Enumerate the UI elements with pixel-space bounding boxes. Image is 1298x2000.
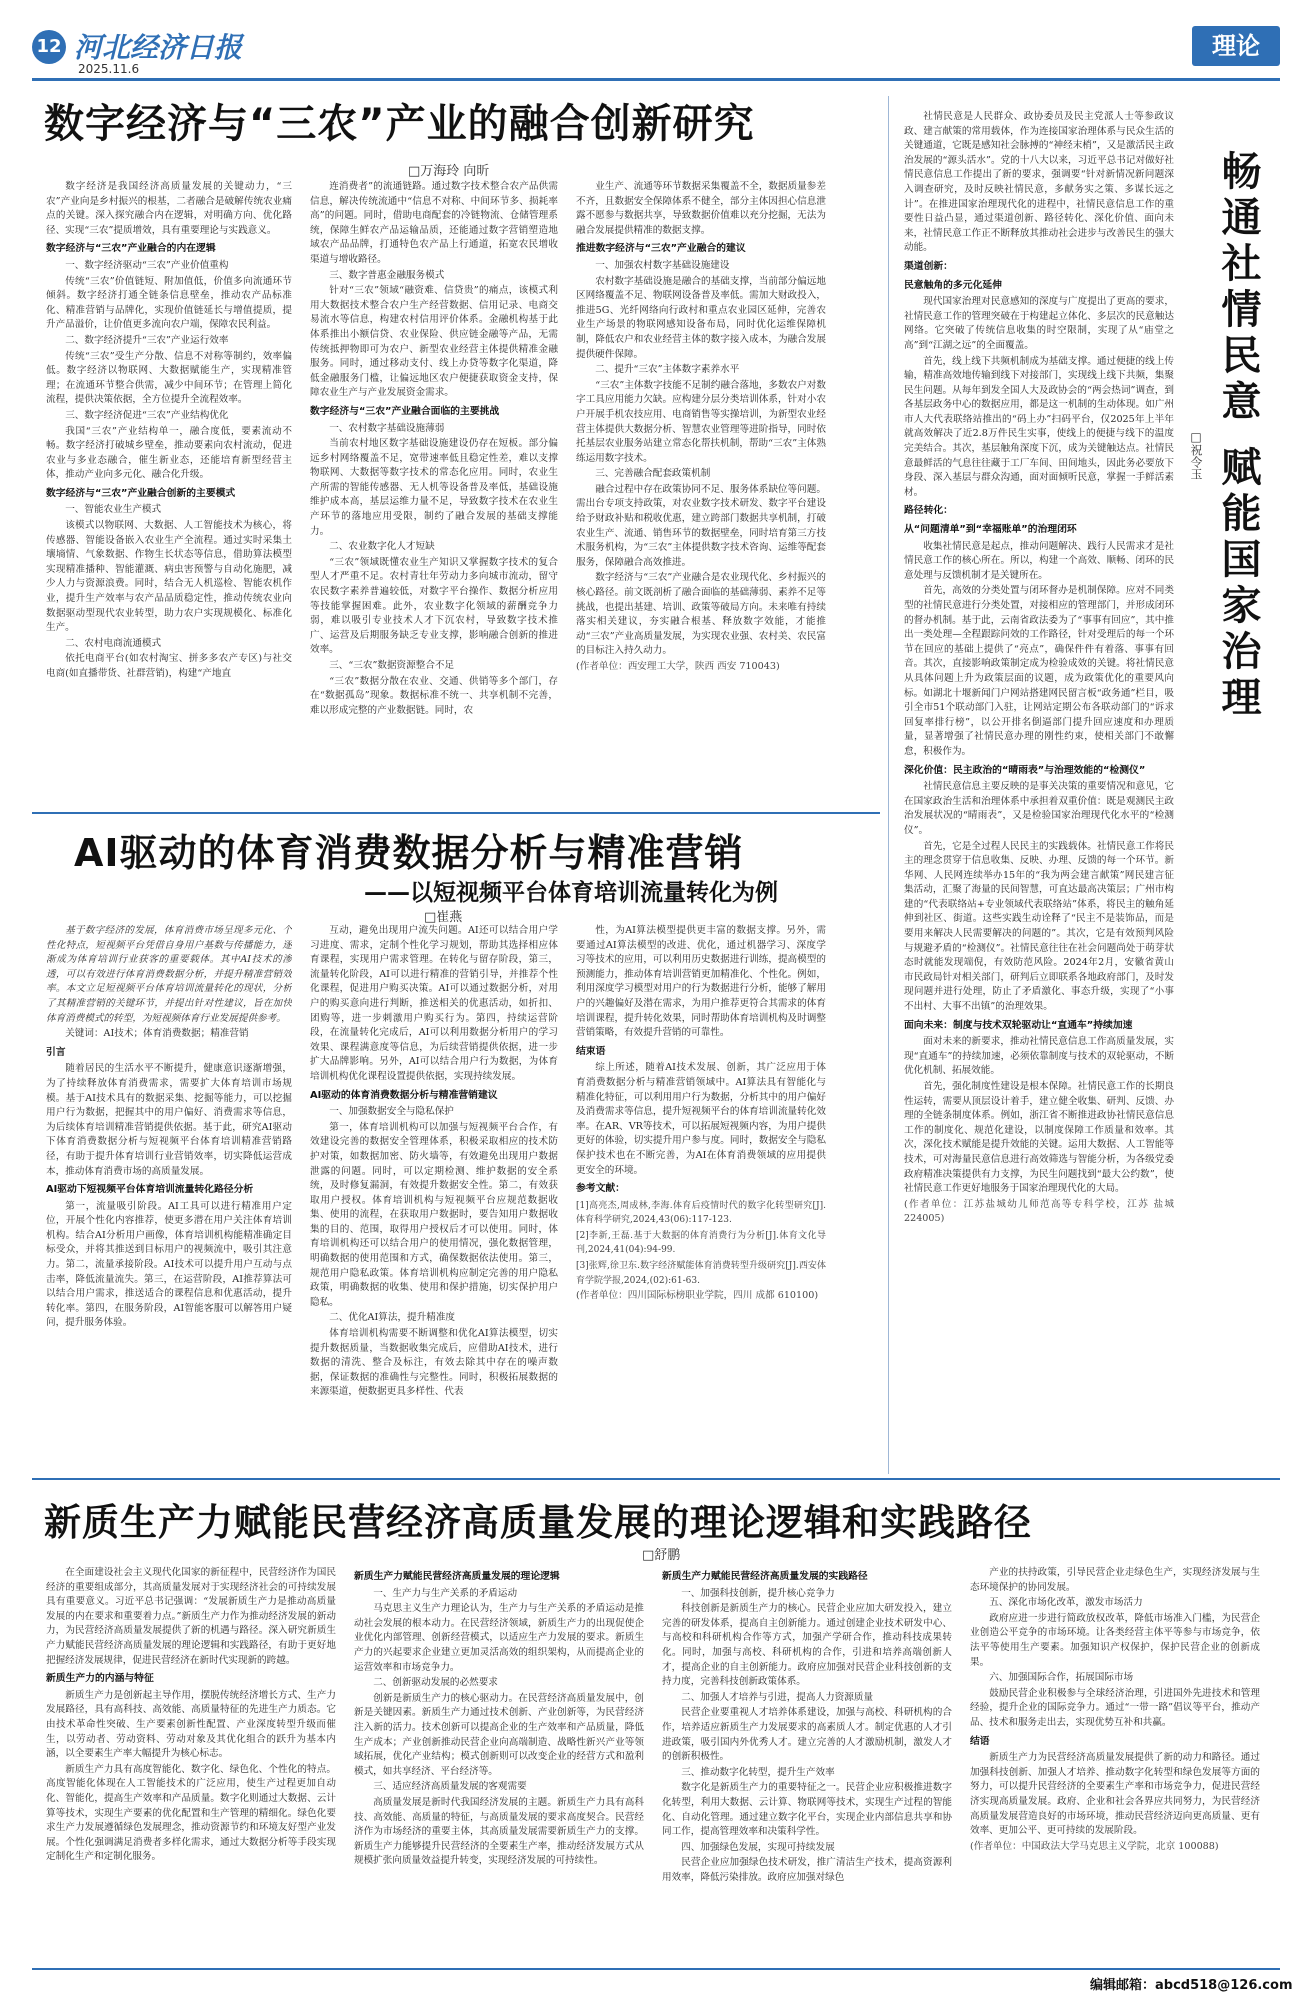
article2-subheading: 参考文献：: [576, 1183, 625, 1195]
article1-paragraph: 针对“三农”领域“融资难、信贷贵”的痛点，该模式利用大数据技术整合农户生产经营数据、信用记录、电商交易流水等信息，构建农村信用评价体系。金融机构基于此体系推出小额信贷、农业保险、供应链金融等产品，无需传统抵押物即可为农户、新型农业经营主体提供精准金融服务。同时，通过移动支付、线上办贷等数字化渠道，降低金融服务门槛，让偏远地区农户便捷获取资金支持，保障农业生产与产业发展资金需求。: [310, 285, 558, 399]
article1-paragraph: 业生产、流通等环节数据采集覆盖不全，数据质量参差不齐，且数据安全保障体系不健全，部分主体因担心信息泄露不愿参与数据共享，导致数据价值难以充分挖掘，无法为融合发展提供精准的数据支撑。: [576, 181, 826, 236]
article1-paragraph: 三、完善融合配套政策机制: [595, 468, 711, 480]
article2-subtitle: ——以短视频平台体育培训流量转化为例: [364, 880, 778, 906]
article1-subheading: 数字经济与“三农”产业融合创新的主要模式: [46, 487, 236, 499]
article1-paragraph: 二、农村电商流通模式: [65, 637, 162, 649]
article1-paragraph: 融合过程中存在政策协同不足、服务体系缺位等问题。需出台专项支持政策，对农业数字技术研发、数字平台建设给予财政补贴和税收优惠，建立跨部门数据共享机制，打破农业生产、流通、销售环节的数据壁垒，同时培育第三方技术服务机构，为“三农”主体提供数字技术咨询、运维等配套服务，保障融合高效推进。: [576, 483, 826, 568]
side-article-paragraph: (作者单位：江苏盐城幼儿师范高等专科学校，江苏 盐城 224005): [904, 1198, 1174, 1225]
side-article-body: [904, 110, 1174, 1470]
article3-column-2: [354, 1566, 644, 1964]
article1-paragraph: 农村数字基础设施是融合的基础支撑，当前部分偏远地区网络覆盖不足、物联网设备普及率低。需加大财政投入，推进5G、光纤网络向行政村和重点农业园区延伸，完善农业生产场景的物联网感知设备布局，同时优化运维保障机制，降低农户和农业经营主体的数字接入成本，为融合发展提供硬件保障。: [576, 275, 826, 360]
article2-paragraph: 随着居民的生活水平不断提升，健康意识逐渐增强，为了持续释放体育消费需求，需要扩大体育培训市场规模。基于AI技术具有的数据采集、挖掘等能力，可以挖掘用户行为数据，把握其中的用户偏好、消费需求等信息，为后续体育培训精准营销提供依据。基于此，研究AI驱动下体育消费数据分析与短视频平台体育培训精准营销路径，有助于提升体育培训行业营销效率，切实降低运营成本，推动体育消费市场的高质量发展。: [46, 1063, 292, 1177]
article1-byline: □万海玲 向昕: [408, 164, 490, 179]
article1-paragraph: “三农”领域既懂农业生产知识又掌握数字技术的复合型人才严重不足。农村青壮年劳动力多向城市流动，留守农民数字素养普遍较低，对数字平台操作、数据分析应用等技能掌握困难。此外，农业数字化领域的薪酬竞争力弱，难以吸引专业技术人才下沉农村，导致数字技术推广、运营及后期服务缺乏专业支撑，影响融合创新的推进效率。: [310, 556, 558, 656]
side-article-paragraph: 收集社情民意是起点，推动问题解决、践行人民需求才是社情民意工作的核心所在。所以，构建一个高效、顺畅、闭环的民意处理与反馈机制才是关键所在。: [904, 540, 1174, 581]
article2-paragraph: (作者单位：四川国际标榜职业学院，四川 成都 610100): [576, 1290, 819, 1302]
article2-paragraph: 第一，体育培训机构可以加强与短视频平台合作，有效建设完善的数据安全管理体系，积极采取相应的技术防护对策，如数据加密、防火墙等，有效避免出现用户数据泄露的问题。同时，可以定期检测、维护数据的安全系统，及时修复漏洞，有效提升数据安全性。第二，有效获取用户授权。体育培训机构与短视频平台应规范数据收集、使用的流程，在获取用户数据时，要告知用户数据收集的目的、范围，取得用户授权后才可以使用。同时，体育培训机构还可以结合用户的使用情况，强化数据管理，明确数据的使用范围和方式，确保数据依法使用。第三，规范用户隐私政策。体育培训机构应制定完善的用户隐私政策，明确数据的收集、使用和保护措施，切实保护用户隐私。: [310, 1121, 558, 1308]
article1-paragraph: (作者单位：西安理工大学，陕西 西安 710043): [576, 661, 780, 672]
article2-subheading: 结束语: [576, 1045, 606, 1057]
article3-paragraph: 民营企业应加强绿色技术研发，推广清洁生产技术，提高资源利用效率，降低污染排放。政府应加强对绿色: [662, 1857, 952, 1883]
footer-rule: [32, 1968, 1280, 1970]
article3-subheading: 新质生产力赋能民营经济高质量发展的理论逻辑: [354, 1571, 560, 1582]
side-article-paragraph: 首先，高效的分类处置与闭环督办是机制保障。应对不同类型的社情民意进行分类处置，对接相应的管理部门，并形成闭环的督办机制。基于此，云南省政法委为了“事事有回应”，其中推出一类处理—全程跟踪问效的工作路径，针对受理后的每一个环节在回应的基础上提供了“亮点”，确保件件有着落、事事有回音。其次，直接影响政策制定成为检验成效的关键。将社情民意从具体问题上升为政策层面的议题，成为政策优化的重要风向标。如湖北十堰新闻门户网站搭建网民留言板“政务通”栏目，吸引全市51个联动部门入驻，让网站定期公布各联动部门的“诉求回复率排行榜”，以公开排名倒逼部门提升回应速度和办理质量，显著增强了社情民意办理的刚性约束，使相关部门不敢懈怠，积极作为。: [904, 585, 1174, 757]
article3-column-3: [662, 1566, 952, 1964]
article3-paragraph: 科技创新是新质生产力的核心。民营企业应加大研发投入，建立完善的研发体系，提高自主创新能力。通过创建企业技术研发中心、与高校和科研机构合作等方式，加强产学研合作，推动科技成果转化。同时，加强与高校、科研机构的合作，引进和培养高端创新人才，提高企业的自主创新能力。政府应加强对民营企业科技创新的支持力度，完善科技创新政策体系。: [662, 1603, 952, 1688]
article1-paragraph: 一、加强农村数字基础设施建设: [595, 259, 730, 271]
issue-date: 2025.11.6: [78, 62, 140, 76]
article2-paragraph: [2]李新,王磊.基于大数据的体育消费行为分析[J].体育文化导刊,2024,41(04):94-99.: [576, 1230, 826, 1256]
article2-paragraph: 二、优化AI算法，提升精准度: [329, 1312, 456, 1324]
article2-paragraph: 性，为AI算法模型提供更丰富的数据支撑。另外，需要通过AI算法模型的改进、优化，通过机器学习、深度学习等技术的应用，可以利用历史数据进行训练，提高模型的预测能力，推动体育培训营销更加精准化、个性化。例如，利用深度学习模型对用户的行为数据进行分析，能够了解用户的兴趣偏好及潜在需求，为用户推荐更符合其需求的体育培训课程，提升转化效果，同时帮助体育培训机构及时调整营销策略，有效提升营销的可靠性。: [576, 925, 826, 1039]
article1-paragraph: 二、数字经济提升“三农”产业运行效率: [65, 334, 229, 346]
article3-paragraph: 六、加强国际合作，拓展国际市场: [989, 1672, 1134, 1684]
article2-paragraph: 互动，避免出现用户流失问题。AI还可以结合用户学习进度、需求，定制个性化学习规划，帮助其选择相应体育课程，实现用户需求管理。在转化与留存阶段，第三，流量转化阶段，AI可以进行精准的营销引导，并推荐个性化课程，促进用户购买决策。AI可以通过数据分析，对用户的购买意向进行判断，推送相关的优惠活动，如折扣、团购等，进一步刺激用户购买行为。第四，持续运营阶段，在流量转化完成后，AI可以利用数据分析用户的学习效果、课程满意度等信息，为后续营销提供依据，进一步扩大品牌影响。另外，AI可以结合用户行为数据，为体育培训机构优化课程设置提供依据，实现持续发展。: [310, 925, 558, 1082]
side-article-paragraph: 社情民意信息主要反映的是事关决策的重要情况和意见，它在国家政治生活和治理体系中承担着双重价值：既是观测民主政治发展状况的“晴雨表”，又是检验国家治理现代化水平的“检测仪”。: [904, 781, 1174, 836]
article1-paragraph: 数字经济与“三农”产业融合是农业现代化、乡村振兴的核心路径。前文既剖析了融合面临的基础薄弱、素养不足等挑战，也提出基建、培训、政策等破局方向。未来唯有持续落实相关建议，夯实融合根基、释放数字效能，才能推动“三农”产业高质量发展，为实现农业强、农村美、农民富的目标注入持久动力。: [576, 572, 826, 657]
article3-paragraph: 五、深化市场化改革，激发市场活力: [989, 1597, 1143, 1609]
page-number: 12: [36, 36, 62, 57]
side-article-paragraph: 现代国家治理对民意感知的深度与广度提出了更高的要求，社情民意工作的管理突破在于构建起立体化、多层次的民意触达网络。它突破了传统信息收集的时空限制，实现了从“庙堂之高”到“江湖之远”的全面覆盖。: [904, 296, 1174, 351]
article1-column-3: [576, 180, 826, 800]
article2-paragraph: 综上所述，随着AI技术发展、创新，其广泛应用于体育消费数据分析与精准营销领域中。AI算法具有智能化与精准化特征，可以利用用户行为数据，分析其中的用户偏好及消费需求等信息，提升短视频平台的体育培训流量转化效率。在AR、VR等技术，可以拓展短视频内容，为用户提供更好的体验，切实提升用户参与度。同时，数据安全与隐私保护技术也在不断完善，为AI在体育消费领域的应用提供更安全的环境。: [576, 1062, 826, 1176]
article2-title: AI驱动的体育消费数据分析与精准营销: [74, 831, 744, 875]
article2-paragraph: 关键词：AI技术；体育消费数据；精准营销: [65, 1028, 249, 1040]
article3-paragraph: 一、加强科技创新，提升核心竞争力: [681, 1587, 835, 1599]
side-article-byline: □祝令玉: [1189, 430, 1203, 480]
article3-paragraph: 二、加强人才培养与引进，提高人力资源质量: [681, 1691, 874, 1703]
article3-paragraph: 数字化是新质生产力的重要特征之一。民营企业应积极推进数字化转型，利用大数据、云计算、物联网等技术，实现生产过程的智能化、自动化管理。通过建立数字化平台，实现企业内部信息共享和协同工作，提高管理效率和决策科学性。: [662, 1782, 952, 1838]
article3-paragraph: 创新是新质生产力的核心驱动力。在民营经济高质量发展中，创新是关键因素。新质生产力通过技术创新、产业创新等，为民营经济注入新的活力。技术创新可以提高企业的生产效率和产品质量，降低生产成本；产业创新推动民营企业向高端制造、战略性新兴产业等领域拓展，优化产业结构；模式创新则可以改变企业的经营方式和盈利模式，如共享经济、平台经济等。: [354, 1692, 644, 1777]
article1-subheading: 数字经济与“三农”产业融合的内在逻辑: [46, 243, 216, 255]
article2-top-rule: [32, 812, 880, 814]
side-article-paragraph: 首先，它是全过程人民民主的实践载体。社情民意工作将民主的理念贯穿于信息收集、反映、办理、反馈的每一个环节。新华网、人民网连续举办15年的“我为两会建言献策”网民建言征集活动，汇聚了海量的民间智慧，可直达最高决策层；广州市构建的“代表联络站+专业领域代表联络站”体系，将民主的触角延伸到社区、街道。这些实践生动诠释了“民主不是装饰品，而是要用来解决人民需要解决的问题的”。其次，它是有效预判风险与规避矛盾的“检测仪”。社情民意往往在社会问题尚处于萌芽状态时就能发现端倪，有效防范风险。2024年2月，安徽省黄山市民政局针对相关部门，研判后立即联系各地政府部门，及时发现问题并进行处理，防止了矛盾激化、事态升级，实现了“小事不出村、大事不出镇”的治理效果。: [904, 840, 1174, 1013]
article3-paragraph: 四、加强绿色发展，实现可持续发展: [681, 1841, 835, 1853]
article1-paragraph: “三农”数据分散在农业、交通、供销等多个部门，存在“数据孤岛”现象。数据标准不统一、共享机制不完善，难以形成完整的产业数据链。同时，农: [310, 675, 558, 716]
article2-paragraph: [3]张辉,徐卫东.数字经济赋能体育消费转型升级研究[J].西安体育学院学报,2024,(02):61-63.: [576, 1261, 826, 1286]
editor-email: 编辑邮箱：abcd518@126.com: [1090, 1978, 1293, 1993]
article1-paragraph: 当前农村地区数字基础设施建设仍存在短板。部分偏远乡村网络覆盖不足，宽带速率低且稳定性差，难以支撑物联网、大数据等数字技术的常态化应用。同时，农业生产所需的智能传感器、无人机等设备普及率低，基础设施维护成本高，基层运维力量不足，导致数字技术在农业生产环节的落地应用受限，制约了融合发展的基础支撑能力。: [310, 438, 558, 537]
article2-column-1: [46, 924, 292, 1464]
side-article-subheading: 深化价值：民主政治的“晴雨表”与治理效能的“检测仪”: [904, 764, 1146, 776]
article1-subheading: 推进数字经济与“三农”产业融合的建议: [576, 243, 746, 255]
side-article-paragraph: 面对未来的新要求，推动社情民意信息工作高质量发展，实现“直通车”的持续加速，必须依靠制度与技术的双轮驱动，不断优化机制、拓展效能。: [904, 1036, 1174, 1077]
article3-paragraph: 新质生产力具有高度智能化、数字化、绿色化、个性化的特点。高度智能化体现在人工智能技术的广泛应用，使生产过程更加自动化、智能化，提高生产效率和产品质量。数字化则通过大数据、云计算等技术，实现生产要素的优化配置和生产管理的精细化。绿色化要求生产力发展遵循绿色发展理念，推动资源节约和环境友好型产业发展。个性化强调满足消费者多样化需求，通过大数据分析等手段实现定制化生产和定制化服务。: [46, 1763, 336, 1863]
article1-column-2: [310, 180, 558, 800]
article3-paragraph: 马克思主义生产力理论认为，生产力与生产关系的矛盾运动是推动社会发展的根本动力。在民营经济领域，新质生产力的出现促使企业优化内部管理、创新经营模式，以适应生产力发展的要求。新质生产力的兴起要求企业建立更加灵活高效的组织架构，从而提高企业的运营效率和市场竞争力。: [354, 1603, 644, 1673]
article3-subheading: 结语: [970, 1735, 990, 1747]
side-article-title: 畅通社情民意 赋能国家治理: [1215, 150, 1261, 722]
article3-paragraph: 产业的扶持政策，引导民营企业走绿色生产，实现经济发展与生态环境保护的协同发展。: [970, 1567, 1260, 1593]
article1-title: 数字经济与“三农”产业的融合创新研究: [44, 101, 755, 147]
article3-paragraph: 三、适应经济高质量发展的客观需要: [373, 1781, 527, 1793]
article3-column-4: [970, 1566, 1260, 1964]
article1-paragraph: 三、数字普惠金融服务模式: [329, 269, 445, 281]
article2-subheading: AI驱动下短视频平台体育培训流量转化路径分析: [46, 1184, 254, 1196]
article3-byline: □舒鹏: [642, 1548, 681, 1563]
article1-paragraph: 数字经济是我国经济高质量发展的关键动力，“三农”产业向是乡村振兴的根基，二者融合是破解传统农业痛点的关键。深入探究融合内在逻辑，对明确方向、优化路径、实现“三农”提质增效，具有重要理论与实践意义。: [46, 181, 292, 236]
article1-paragraph: 一、智能农业生产模式: [65, 504, 162, 516]
article1-paragraph: 传统“三农”价值链短、附加值低，价值多向流通环节倾斜。数字经济打通全链条信息壁垒，推动农产品标准化、精准营销与品牌化，实现价值链延长与增值提质，提升产品溢价，让价值更多流向农户端，保障农民利益。: [46, 275, 292, 331]
article3-paragraph: 在全面建设社会主义现代化国家的新征程中，民营经济作为国民经济的重要组成部分，其高质量发展对于实现经济社会的可持续发展具有重要意义。习近平总书记强调：“发展新质生产力是推动高质量发展的内在要求和重要着力点。”新质生产力作为推动经济发展的新动力，为民营经济高质量发展提供了新的机遇与路径。深入研究新质生产力赋能民营经济高质量发展的理论逻辑和实践路径，有助于更好地把握经济发展规律，促进民营经济在新时代实现新的跨越。: [46, 1567, 336, 1666]
article3-paragraph: 新质生产力是创新起主导作用，摆脱传统经济增长方式、生产力发展路径，具有高科技、高效能、高质量特征的先进生产力质态。它由技术革命性突破、生产要素创新性配置、产业深度转型升级而催生，以劳动者、劳动资料、劳动对象及其优化组合的跃升为基本内涵，以全要素生产率大幅提升为核心标志。: [46, 1689, 336, 1760]
side-article-paragraph: 社情民意是人民群众、政协委员及民主党派人士等参政议政、建言献策的常用载体，作为连接国家治理体系与民众生活的关键通道，它既是感知社会脉搏的“神经末梢”，又是激活民主政治发展的“源头活水”。党的十八大以来，习近平总书记对做好社情民意信息工作提出了新的要求，强调要“针对新情况新问题深入调查研究，及时反映社情民意，多献务实之策、多谋长远之计”。在推进国家治理现代化的进程中，社情民意信息工作的重要性日益凸显，通过渠道创新、路径转化、深化价值、面向未来，社情民意工作正不断释放其推动社会进步与改善民生的强大动能。: [904, 111, 1174, 254]
side-article-subheading: 民意触角的多元化延伸: [904, 279, 1002, 291]
article1-paragraph: 二、提升“三农”主体数字素养水平: [595, 364, 740, 376]
article3-paragraph: 三、推动数字化转型，提升生产效率: [681, 1766, 835, 1778]
article1-column-1: [46, 180, 292, 800]
article3-top-rule: [32, 1478, 1280, 1480]
side-article-paragraph: 首先，强化制度性建设是根本保障。社情民意工作的长期良性运转，需要从顶层设计着手，建立健全收集、研判、反馈、办理的全链条制度体系。例如，浙江省不断推进政协社情民意信息工作的制度化、规范化建设，以制度保障工作质量和效率。其次，深化技术赋能是提升效能的关键。运用大数据、人工智能等技术，可对海量民意信息进行高效筛选与智能分析，为各级党委政府精准决策提供有力支撑，为民生问题找到“最大公约数”，使社情民意工作更好地服务于国家治理现代化的大局。: [904, 1081, 1174, 1195]
article3-paragraph: 民营企业要重视人才培养体系建设，加强与高校、科研机构的合作，培养适应新质生产力发展要求的高素质人才。制定优惠的人才引进政策，吸引国内外优秀人才。建立完善的人才激励机制，激发人才的创新积极性。: [662, 1707, 952, 1763]
article2-paragraph: 基于数字经济的发展，体育消费市场呈现多元化、个性化特点，短视频平台凭借自身用户基数与传播能力，逐渐成为体育培训行业获客的重要载体。其中AI技术的渗透，可以有效进行体育消费数据分析，并提升精准营销效率。本文立足短视频平台体育培训流量转化的现状，分析了其精准营销的关键环节，并提出针对性建议，旨在加快体育消费模式的转型，为短视频体育行业发展提供参考。: [46, 925, 292, 1024]
paper-name: 河北经济日报: [74, 31, 243, 64]
article1-paragraph: 三、数字经济促进“三农”产业结构优化: [65, 409, 229, 421]
article1-paragraph: 连消费者”的流通链路。通过数字技术整合农产品供需信息，解决传统流通中“信息不对称、中间环节多、损耗率高”的问题。同时，借助电商配套的冷链物流、仓储管理系统，保障生鲜农产品运输品质，还能通过数字营销塑造地域农产品品牌，打通特色农产品上行通道，拓宽农民增收渠道与增收路径。: [310, 181, 558, 265]
article3-paragraph: 鼓励民营企业积极参与全球经济治理，引进国外先进技术和管理经验，提升企业的国际竞争力。通过“一带一路”倡议等平台，推动产品、技术和服务走出去，实现优势互补和共赢。: [970, 1687, 1260, 1728]
article3-paragraph: 二、创新驱动发展的必然要求: [373, 1677, 498, 1689]
article2-byline: □崔燕: [424, 910, 463, 925]
side-article-subheading: 面向未来：制度与技术双轮驱动让“直通车”持续加速: [904, 1019, 1133, 1031]
article3-subheading: 新质生产力的内涵与特征: [46, 1673, 154, 1685]
page-number-badge: [32, 30, 66, 64]
article3-column-1: [46, 1566, 336, 1964]
section-tag: [1192, 26, 1280, 66]
side-article-subheading: 路径转化：: [904, 505, 953, 517]
masthead: [32, 22, 1280, 78]
article1-subheading: 数字经济与“三农”产业融合面临的主要挑战: [310, 405, 500, 417]
side-article-paragraph: 首先，线上线下共频机制成为基础支撑。通过便捷的线上传输，精准高效地传输到线下对接部门，实现线上线下共频，集聚民生问题。从每年到发全国人大及政协会的“两会热词”调查，到各基层政务中心的数据应用，都是这一机制的生动体现。如广州市人大代表联络站推出的“码上办”扫码平台，仅2025年上半年就高效解决了近2.8万件民生实事，使线上的便捷与线下的温度完美结合。其次，基层触角深度下沉，成为关键触达点。社情民意最鲜活的气息往往藏于工厂车间、田间地头，因此务必要放下身段、深入基层与群众沟通，面对面倾听民意，掌握一手鲜活素材。: [904, 355, 1174, 498]
article2-paragraph: 体育培训机构需要不断调整和优化AI算法模型，切实提升数据质量，当数据收集完成后，应借助AI技术，进行数据的清洗、整合及标注，有效去除其中存在的噪声数据，保证数据的准确性与完整性。同时，积极拓展数据的来源渠道，便数据更具多样性、代表: [310, 1328, 558, 1398]
article2-subheading: AI驱动的体育消费数据分析与精准营销建议: [310, 1089, 498, 1101]
article3-paragraph: 高质量发展是新时代我国经济发展的主题。新质生产力具有高科技、高效能、高质量的特征，与高质量发展的要求高度契合。民营经济作为市场经济的重要主体，其高质量发展需要新质生产力的支撑。新质生产力能够提升民营经济的全要素生产率，推动经济发展方式从规模扩张向质量效益提升转变，实现经济发展的可持续性。: [354, 1796, 644, 1867]
article3-paragraph: 新质生产力为民营经济高质量发展提供了新的动力和路径。通过加强科技创新、加强人才培养、推动数字化转型和绿色发展等方面的努力，可以提升民营经济的全要素生产率和市场竞争力，促进民营经济实现高质量发展。政府、企业和社会各界应共同努力，为民营经济高质量发展营造良好的市场环境，推动民营经济迈向更高质量、更有效率、更加公平、更可持续的发展阶段。: [970, 1752, 1260, 1837]
article2-paragraph: 第一，流量吸引阶段。AI工具可以进行精准用户定位，开展个性化内容推荐，使更多潜在用户关注体育培训机构。结合AI分析用户画像，体育培训机构能精准确定目标受众，并将其推送到目标用户的视频流中，吸引其注意力。第二，流量承接阶段。AI技术可以提升用户互动与点击率，降低流量流失。第三，在运营阶段，AI推荐算法可以结合用户需求，推送适合的课程信息和优惠活动，提升转化率。第四，在服务阶段，AI智能客服可以解答用户疑问，提升服务体验。: [46, 1200, 292, 1329]
section-label: 理论: [1212, 32, 1260, 60]
article2-paragraph: [1]高亮杰,周成林,李海.体育后疫情时代的数字化转型研究[J].体育科学研究,2024,43(06):117-123.: [576, 1200, 826, 1226]
article1-paragraph: 一、数字经济驱动“三农”产业价值重构: [65, 259, 229, 271]
side-article-subheading: 渠道创新：: [904, 260, 953, 272]
article3-subheading: 新质生产力赋能民营经济高质量发展的实践路径: [662, 1571, 868, 1582]
article3-paragraph: 政府应进一步进行简政放权改革，降低市场准入门槛，为民营企业创造公平竞争的市场环境。让各类经营主体平等参与市场竞争，依法平等使用生产要素。加强知识产权保护，保护民营企业的创新成果。: [970, 1612, 1260, 1668]
article1-paragraph: 传统“三农”受生产分散、信息不对称等制约，效率偏低。数字经济以物联网、大数据赋能生产，实现精准管理；在流通环节整合供需，减少中间环节；在管理上简化流程，提供决策依据，全方位提升全流程效率。: [46, 350, 292, 406]
side-article-subheading: 从“问题清单”到“幸福账单”的治理闭环: [904, 524, 1077, 536]
article2-paragraph: 一、加强数据安全与隐私保护: [329, 1106, 454, 1118]
article1-paragraph: 我国“三农”产业结构单一，融合度低，要素流动不畅。数字经济打破城乡壁垒，推动要素向农村流动，促进农业与多业态融合，催生新业态，还能培育新型经营主体，推动产业向多元化、融合化升级。: [46, 425, 292, 481]
article1-paragraph: 一、农村数字基础设施薄弱: [329, 422, 445, 434]
masthead-rule: [32, 78, 1280, 81]
article1-paragraph: “三农”主体数字技能不足制约融合落地，多数农户对数字工具应用能力欠缺。应构建分层分类培训体系，针对小农户开展手机农技应用、电商销售等实操培训，为新型农业经营主体提供大数据分析、智慧农业管理等进阶指导，同时依托基层农业服务站建立常态化帮扶机制，帮助“三农”主体熟练运用数字技术。: [576, 379, 826, 464]
side-divider: [888, 96, 889, 1474]
article2-column-2: [310, 924, 558, 1464]
article3-paragraph: (作者单位：中国政法大学马克思主义学院，北京 100088): [970, 1840, 1219, 1852]
article2-column-3: [576, 924, 826, 1464]
article1-paragraph: 依托电商平台(如农村淘宝、拼多多农产专区)与社交电商(如直播带货、社群营销)，构建“产地直: [46, 653, 292, 679]
article3-paragraph: 一、生产力与生产关系的矛盾运动: [373, 1587, 518, 1599]
article3-title: 新质生产力赋能民营经济高质量发展的理论逻辑和实践路径: [44, 1501, 1032, 1544]
article1-paragraph: 该模式以物联网、大数据、人工智能技术为核心，将传感器、智能设备嵌入农业生产全流程。通过实时采集土壤墒情、气象数据、作物生长状态等信息，借助算法模型实现精准播种、智能灌溉、病虫害预警与自动化施肥，减少人力与资源浪费。同时，结合无人机巡检、智能农机作业，提升生产效率与农产品品质稳定性，推动传统农业向数据驱动型现代农业转型，助力农户实现规模化、标准化生产。: [46, 520, 292, 634]
article1-paragraph: 二、农业数字化人才短缺: [329, 541, 435, 553]
article2-subheading: 引言: [46, 1046, 66, 1058]
article1-paragraph: 三、“三农”数据资源整合不足: [329, 660, 455, 671]
